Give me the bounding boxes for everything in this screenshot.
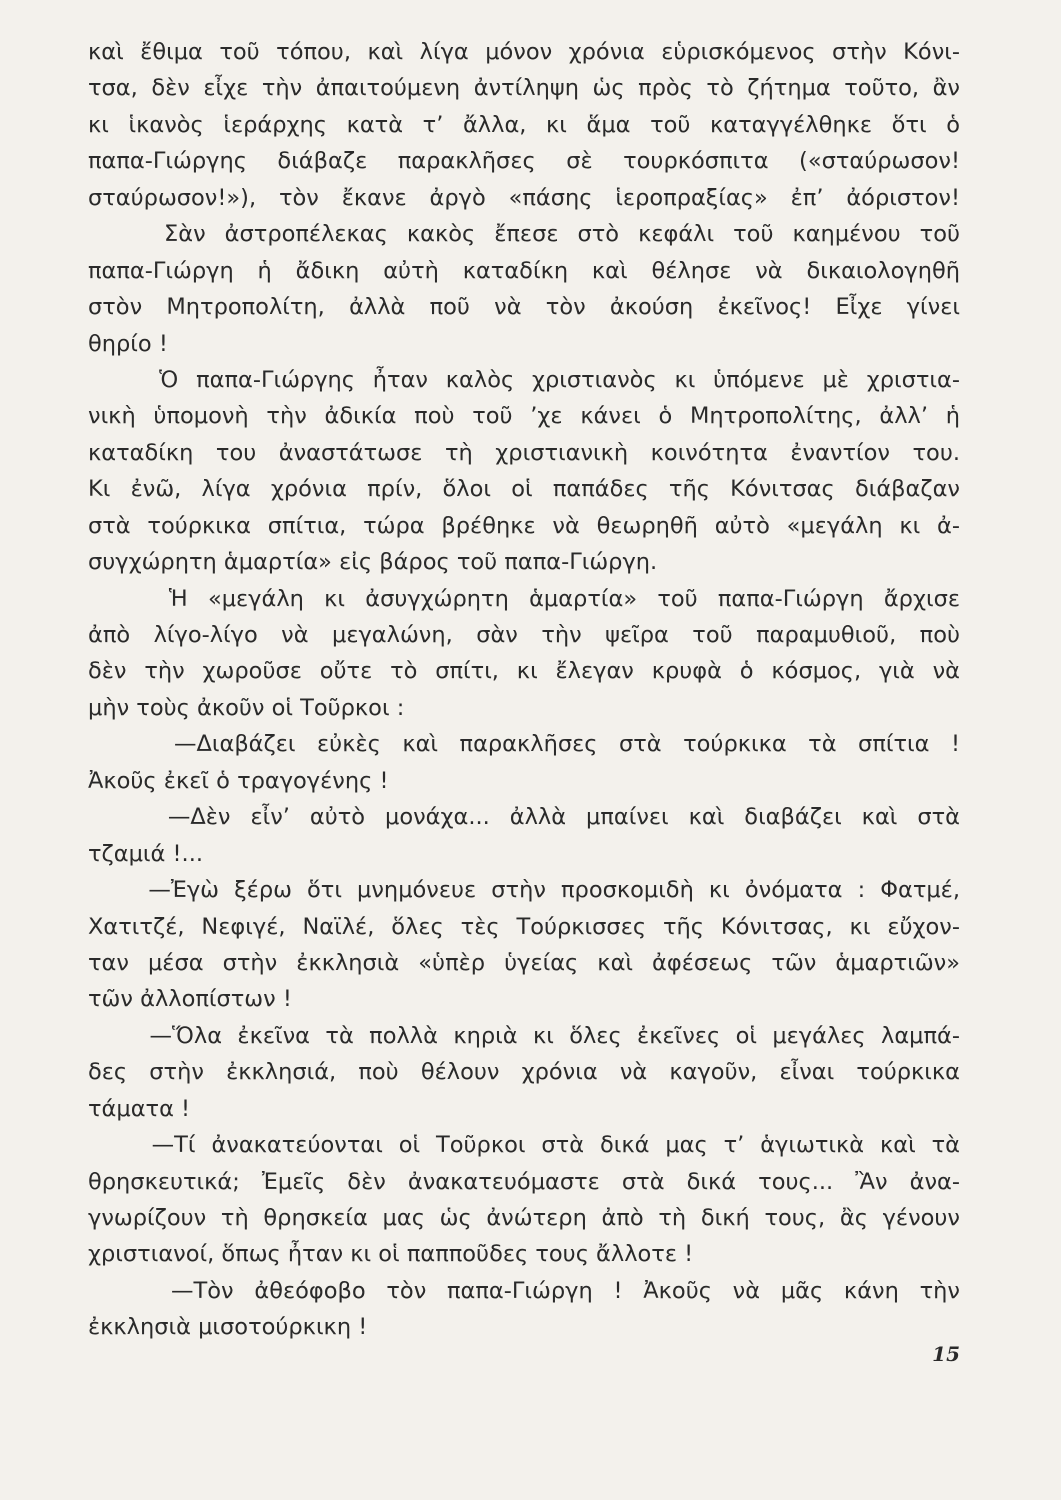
page-number: 15 — [932, 1342, 960, 1366]
text-line: Ἀκοῦς ἐκεῖ ὁ τραγογένης ! — [88, 767, 389, 794]
text-line: στὸν Μητροπολίτη, ἀλλὰ ποῦ νὰ τὸν ἀκούση ἐκεῖνος! Εἶχε γίνει — [88, 294, 960, 321]
text-line: —Ἐγὼ ξέρω ὅτι μνημόνευε στὴν προσκομιδὴ κι ὀνόματα : Φατμέ, — [88, 877, 960, 904]
text-line: ταν μέσα στὴν ἐκκλησιὰ «ὑπὲρ ὑγείας καὶ ἀφέσεως τῶν ἁμαρτιῶν» — [88, 949, 960, 976]
text-line: Χατιτζέ, Νεφιγέ, Ναϊλέ, ὅλες τὲς Τούρκισσες τῆς Κόνιτσας, κι εὔχον- — [88, 913, 960, 940]
text-line: μὴν τοὺς ἀκοῦν οἱ Τοῦρκοι : — [88, 694, 405, 721]
text-line: Σὰν ἀστροπέλεκας κακὸς ἔπεσε στὸ κεφάλι τοῦ καημένου τοῦ — [88, 221, 960, 248]
text-line: καὶ ἔθιμα τοῦ τόπου, καὶ λίγα μόνον χρόνια εὑρισκόμενος στὴν Κόνι- — [88, 39, 960, 65]
text-line: τάματα ! — [88, 1095, 191, 1122]
text-line: Ὁ παπα-Γιώργης ἦταν καλὸς χριστιανὸς κι ὑπόμενε μὲ χριστια- — [88, 366, 960, 393]
text-line: —Τί ἀνακατεύονται οἱ Τοῦρκοι στὰ δικά μας τ’ ἁγιωτικὰ καὶ τὰ — [88, 1132, 960, 1159]
text-line: θηρίο ! — [88, 330, 168, 357]
text-line: χριστιανοί, ὅπως ἦταν κι οἱ παπποῦδες τους ἄλλοτε ! — [88, 1241, 694, 1268]
body-text — [88, 34, 960, 1346]
text-line: σταύρωσον!»), τὸν ἔκανε ἀργὸ «πάσης ἱεροπραξίας» ἐπ’ ἀόριστον! — [88, 184, 960, 211]
text-line: ἐκκλησιὰ μισοτούρκικη ! — [88, 1314, 368, 1341]
text-line: κι ἱκανὸς ἱεράρχης κατὰ τ’ ἄλλα, κι ἅμα τοῦ καταγγέλθηκε ὅτι ὁ — [88, 111, 960, 138]
text-line: παπα-Γιώργη ἡ ἄδικη αὐτὴ καταδίκη καὶ θέλησε νὰ δικαιολογηθῆ — [88, 257, 960, 284]
text-line: τῶν ἀλλοπίστων ! — [88, 986, 292, 1013]
text-line: παπα-Γιώργης διάβαζε παρακλῆσες σὲ τουρκόσπιτα («σταύρωσον! — [88, 148, 960, 175]
text-line: Ἡ «μεγάλη κι ἀσυγχώρητη ἁμαρτία» τοῦ παπα-Γιώργη ἄρχισε — [88, 585, 960, 612]
text-line: καταδίκη του ἀναστάτωσε τὴ χριστιανικὴ κοινότητα ἐναντίον του. — [88, 439, 960, 466]
text-line: Κι ἐνῶ, λίγα χρόνια πρίν, ὅλοι οἱ παπάδες τῆς Κόνιτσας διάβαζαν — [88, 476, 960, 503]
text-line: γνωρίζουν τὴ θρησκεία μας ὡς ἀνώτερη ἀπὸ τὴ δική τους, ἂς γένουν — [88, 1205, 960, 1231]
text-line: —Διαβάζει εὐκὲς καὶ παρακλῆσες στὰ τούρκικα τὰ σπίτια ! — [88, 731, 960, 758]
text-line: —Τὸν ἀθεόφοβο τὸν παπα-Γιώργη ! Ἀκοῦς νὰ μᾶς κάνη τὴν — [88, 1277, 960, 1304]
text-line: συγχώρητη ἁμαρτία» εἰς βάρος τοῦ παπα-Γιώργη. — [88, 549, 658, 576]
text-line: στὰ τούρκικα σπίτια, τώρα βρέθηκε νὰ θεωρηθῆ αὐτὸ «μεγάλη κι ἀ- — [88, 512, 960, 539]
text-line: —Ὅλα ἐκεῖνα τὰ πολλὰ κηριὰ κι ὅλες ἐκεῖνες οἱ μεγάλες λαμπά- — [88, 1022, 960, 1049]
text-line: ἀπὸ λίγο-λίγο νὰ μεγαλώνη, σὰν τὴν ψεῖρα τοῦ παραμυθιοῦ, ποὺ — [88, 622, 960, 648]
text-line: τζαμιά !... — [88, 840, 204, 867]
text-line: νικὴ ὑπομονὴ τὴν ἀδικία ποὺ τοῦ ’χε κάνει ὁ Μητροπολίτης, ἀλλ’ ἡ — [88, 403, 960, 430]
text-line: θρησκευτικά; Ἐμεῖς δὲν ἀνακατευόμαστε στὰ δικά τους... Ἂν ἀνα- — [88, 1168, 960, 1195]
text-line: δες στὴν ἐκκλησιά, ποὺ θέλουν χρόνια νὰ καγοῦν, εἶναι τούρκικα — [88, 1059, 960, 1086]
text-line: δὲν τὴν χωροῦσε οὔτε τὸ σπίτι, κι ἔλεγαν κρυφὰ ὁ κόσμος, γιὰ νὰ — [88, 658, 960, 685]
text-line: —Δὲν εἶν’ αὐτὸ μονάχα... ἀλλὰ μπαίνει καὶ διαβάζει καὶ στὰ — [88, 804, 960, 831]
text-line: τσα, δὲν εἶχε τὴν ἀπαιτούμενη ἀντίληψη ὡς πρὸς τὸ ζήτημα τοῦτο, ἂν — [88, 75, 960, 102]
